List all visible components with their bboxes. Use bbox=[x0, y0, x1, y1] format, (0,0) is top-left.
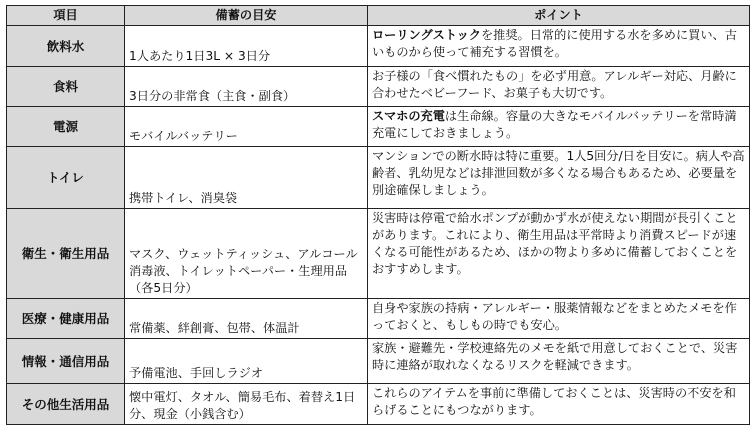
point-text: お子様の「食べ慣れたもの」を必ず用意。アレルギー対応、月齢に合わせたベビーフード、お菓子も大切です。 bbox=[372, 69, 737, 100]
table-header-row bbox=[7, 6, 750, 26]
table-row bbox=[7, 147, 750, 209]
stockpile-table-container bbox=[6, 5, 749, 425]
table-row bbox=[7, 339, 750, 384]
row-item: その他生活用品 bbox=[7, 384, 125, 425]
row-item: 食料 bbox=[7, 67, 125, 107]
row-guide: 1人あたり1日3L × 3日分 bbox=[125, 26, 368, 67]
row-point bbox=[368, 67, 750, 107]
point-highlight: スマホの充電 bbox=[372, 109, 445, 123]
row-item: トイレ bbox=[7, 147, 125, 209]
row-guide: モバイルバッテリー bbox=[125, 107, 368, 147]
table-row bbox=[7, 107, 750, 147]
table-row bbox=[7, 209, 750, 299]
stockpile-table bbox=[6, 5, 750, 425]
row-point bbox=[368, 384, 750, 425]
point-text: を推奨。日常的に使用する水を多めに買い、古いものから使って補充する習慣を。 bbox=[372, 28, 737, 59]
point-text: 自身や家族の持病・アレルギー・服薬情報などをまとめたメモを作っておくと、もしもの時でも安心。 bbox=[372, 301, 737, 332]
header-item: 項目 bbox=[7, 6, 125, 26]
row-guide: 常備薬、絆創膏、包帯、体温計 bbox=[125, 299, 368, 339]
row-point bbox=[368, 107, 750, 147]
row-guide: 3日分の非常食（主食・副食） bbox=[125, 67, 368, 107]
row-guide: 携帯トイレ、消臭袋 bbox=[125, 147, 368, 209]
row-point bbox=[368, 209, 750, 299]
row-point bbox=[368, 147, 750, 209]
row-item: 情報・通信用品 bbox=[7, 339, 125, 384]
row-item: 医療・健康用品 bbox=[7, 299, 125, 339]
point-text: は生命線。容量の大きなモバイルバッテリーを常時満充電にしておきましょう。 bbox=[372, 109, 737, 140]
point-text: これらのアイテムを事前に準備しておくことは、災害時の不安を和らげることにもつながります。 bbox=[372, 386, 736, 417]
row-point bbox=[368, 299, 750, 339]
row-item: 電源 bbox=[7, 107, 125, 147]
row-item: 衛生・衛生用品 bbox=[7, 209, 125, 299]
point-text: 家族・避難先・学校連絡先のメモを紙で用意しておくことで、災害時に連絡が取れなくなるリスクを軽減できます。 bbox=[372, 341, 738, 372]
row-point bbox=[368, 339, 750, 384]
point-highlight: ローリングストック bbox=[372, 28, 481, 42]
table-row bbox=[7, 67, 750, 107]
point-text: マンションでの断水時は特に重要。1人5回分/日を目安に。病人や高齢者、乳幼児などは排泄回数が多くなる場合もあるため、必要量を別途確保しましょう。 bbox=[372, 149, 745, 197]
row-guide: マスク、ウェットティッシュ、アルコール消毒液、トイレットペーパー・生理用品（各5日分） bbox=[125, 209, 368, 299]
header-guide: 備蓄の目安 bbox=[125, 6, 368, 26]
row-point bbox=[368, 26, 750, 67]
row-guide: 予備電池、手回しラジオ bbox=[125, 339, 368, 384]
point-text: 災害時は停電で給水ポンプが動かず水が使えない期間が長引くことがあります。これにより、衛生用品は平常時より消費スピードが速くなる可能性があるため、ほかの物より多めに備蓄しておくことをおすすめします。 bbox=[372, 211, 738, 276]
table-row bbox=[7, 299, 750, 339]
table-row bbox=[7, 384, 750, 425]
header-point: ポイント bbox=[368, 6, 750, 26]
row-guide: 懐中電灯、タオル、簡易毛布、着替え1日分、現金（小銭含む） bbox=[125, 384, 368, 425]
table-row bbox=[7, 26, 750, 67]
row-item: 飲料水 bbox=[7, 26, 125, 67]
